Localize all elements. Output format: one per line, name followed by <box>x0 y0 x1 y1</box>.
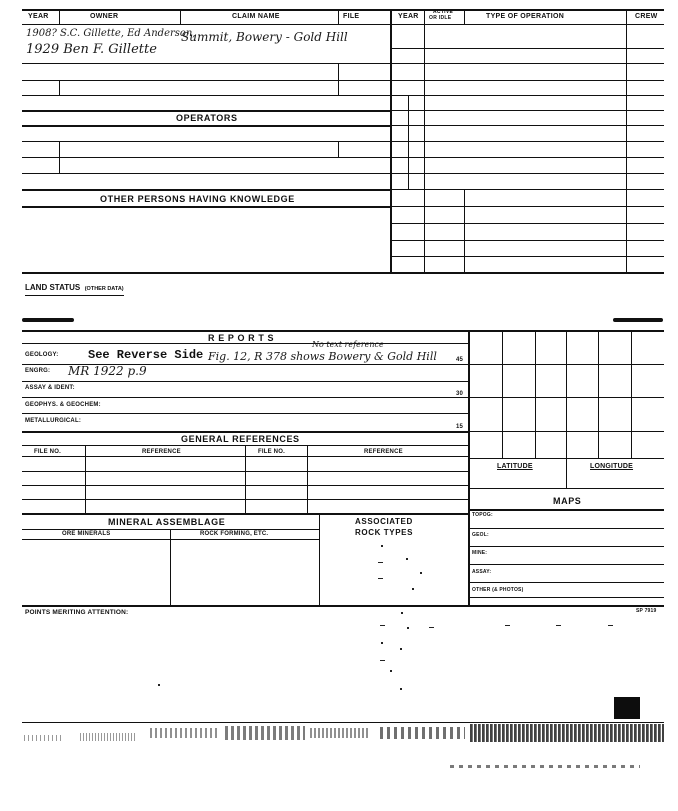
header-year: YEAR <box>28 13 49 20</box>
ore-minerals-label: ORE MINERALS <box>62 531 111 537</box>
geology-typed-entry: See Reverse Side <box>88 348 204 362</box>
header-year-2: YEAR <box>398 13 419 20</box>
separator-smudge-right <box>613 318 663 322</box>
geology-label: GEOLOGY: <box>25 352 59 358</box>
engrg-label: ENGRG: <box>25 368 51 374</box>
geology-handwritten-entry: Fig. 12, R 378 shows Bowery & Gold Hill <box>208 350 437 363</box>
geophys-geochem-label: GEOPHYS. & GEOCHEM: <box>25 402 101 408</box>
longitude-label: LONGITUDE <box>590 463 634 470</box>
engrg-handwritten-entry: MR 1922 p.9 <box>68 364 147 378</box>
geology-margin-number: 45 <box>456 357 464 363</box>
rock-types-label: ROCK TYPES <box>355 528 414 537</box>
general-references-title: GENERAL REFERENCES <box>181 434 300 444</box>
header-claim-name: CLAIM NAME <box>232 13 280 20</box>
metallurgical-label: METALLURGICAL: <box>25 418 82 424</box>
maps-other-photos-label: OTHER (& PHOTOS) <box>472 587 524 593</box>
header-active: ACTIVE <box>433 9 454 15</box>
reports-title: R E P O R T S <box>208 333 275 343</box>
rock-forming-label: ROCK FORMING, ETC. <box>200 531 269 537</box>
owner-entry-2: 1929 Ben F. Gillette <box>26 42 157 57</box>
maps-mine-label: MINE: <box>472 550 488 556</box>
col-file-no: FILE NO. <box>34 449 61 455</box>
maps-assay-label: ASSAY: <box>472 569 492 575</box>
registration-mark <box>614 697 640 719</box>
header-owner: OWNER <box>90 13 119 20</box>
maps-title: MAPS <box>553 496 582 506</box>
land-status-label: LAND STATUS <box>25 283 81 292</box>
associated-label: ASSOCIATED <box>355 517 413 526</box>
header-crew: CREW <box>635 13 658 20</box>
other-persons-label: OTHER PERSONS HAVING KNOWLEDGE <box>100 194 295 204</box>
col-file-no-2: FILE NO. <box>258 449 285 455</box>
col-reference-2: REFERENCE <box>364 449 403 455</box>
latitude-label: LATITUDE <box>497 463 533 470</box>
maps-topog-label: TOPOG: <box>472 512 493 518</box>
land-status <box>25 277 124 296</box>
col-reference: REFERENCE <box>142 449 181 455</box>
header-type-of-operation: TYPE OF OPERATION <box>486 13 565 20</box>
assay-margin-number: 30 <box>456 391 464 397</box>
mineral-assemblage-title: MINERAL ASSEMBLAGE <box>108 517 226 527</box>
operators-label: OPERATORS <box>176 113 238 123</box>
owner-entry-1: 1908? S.C. Gillette, Ed Anderson, <box>26 28 196 39</box>
form-number: SP 7919 <box>636 608 657 614</box>
metallurgical-margin-number: 15 <box>456 424 464 430</box>
separator-smudge-left <box>22 318 74 322</box>
claim-entry: Summit, Bowery - Gold Hill <box>181 30 348 44</box>
points-meriting-attention-label: POINTS MERITING ATTENTION: <box>25 609 129 616</box>
assay-ident-label: ASSAY & IDENT: <box>25 385 75 391</box>
header-or-idle: OR IDLE <box>429 15 452 21</box>
land-status-sublabel: (OTHER DATA) <box>84 286 124 292</box>
maps-geol-label: GEOL: <box>472 532 489 538</box>
geology-note: No text reference <box>312 340 384 349</box>
header-file: FILE <box>343 13 360 20</box>
